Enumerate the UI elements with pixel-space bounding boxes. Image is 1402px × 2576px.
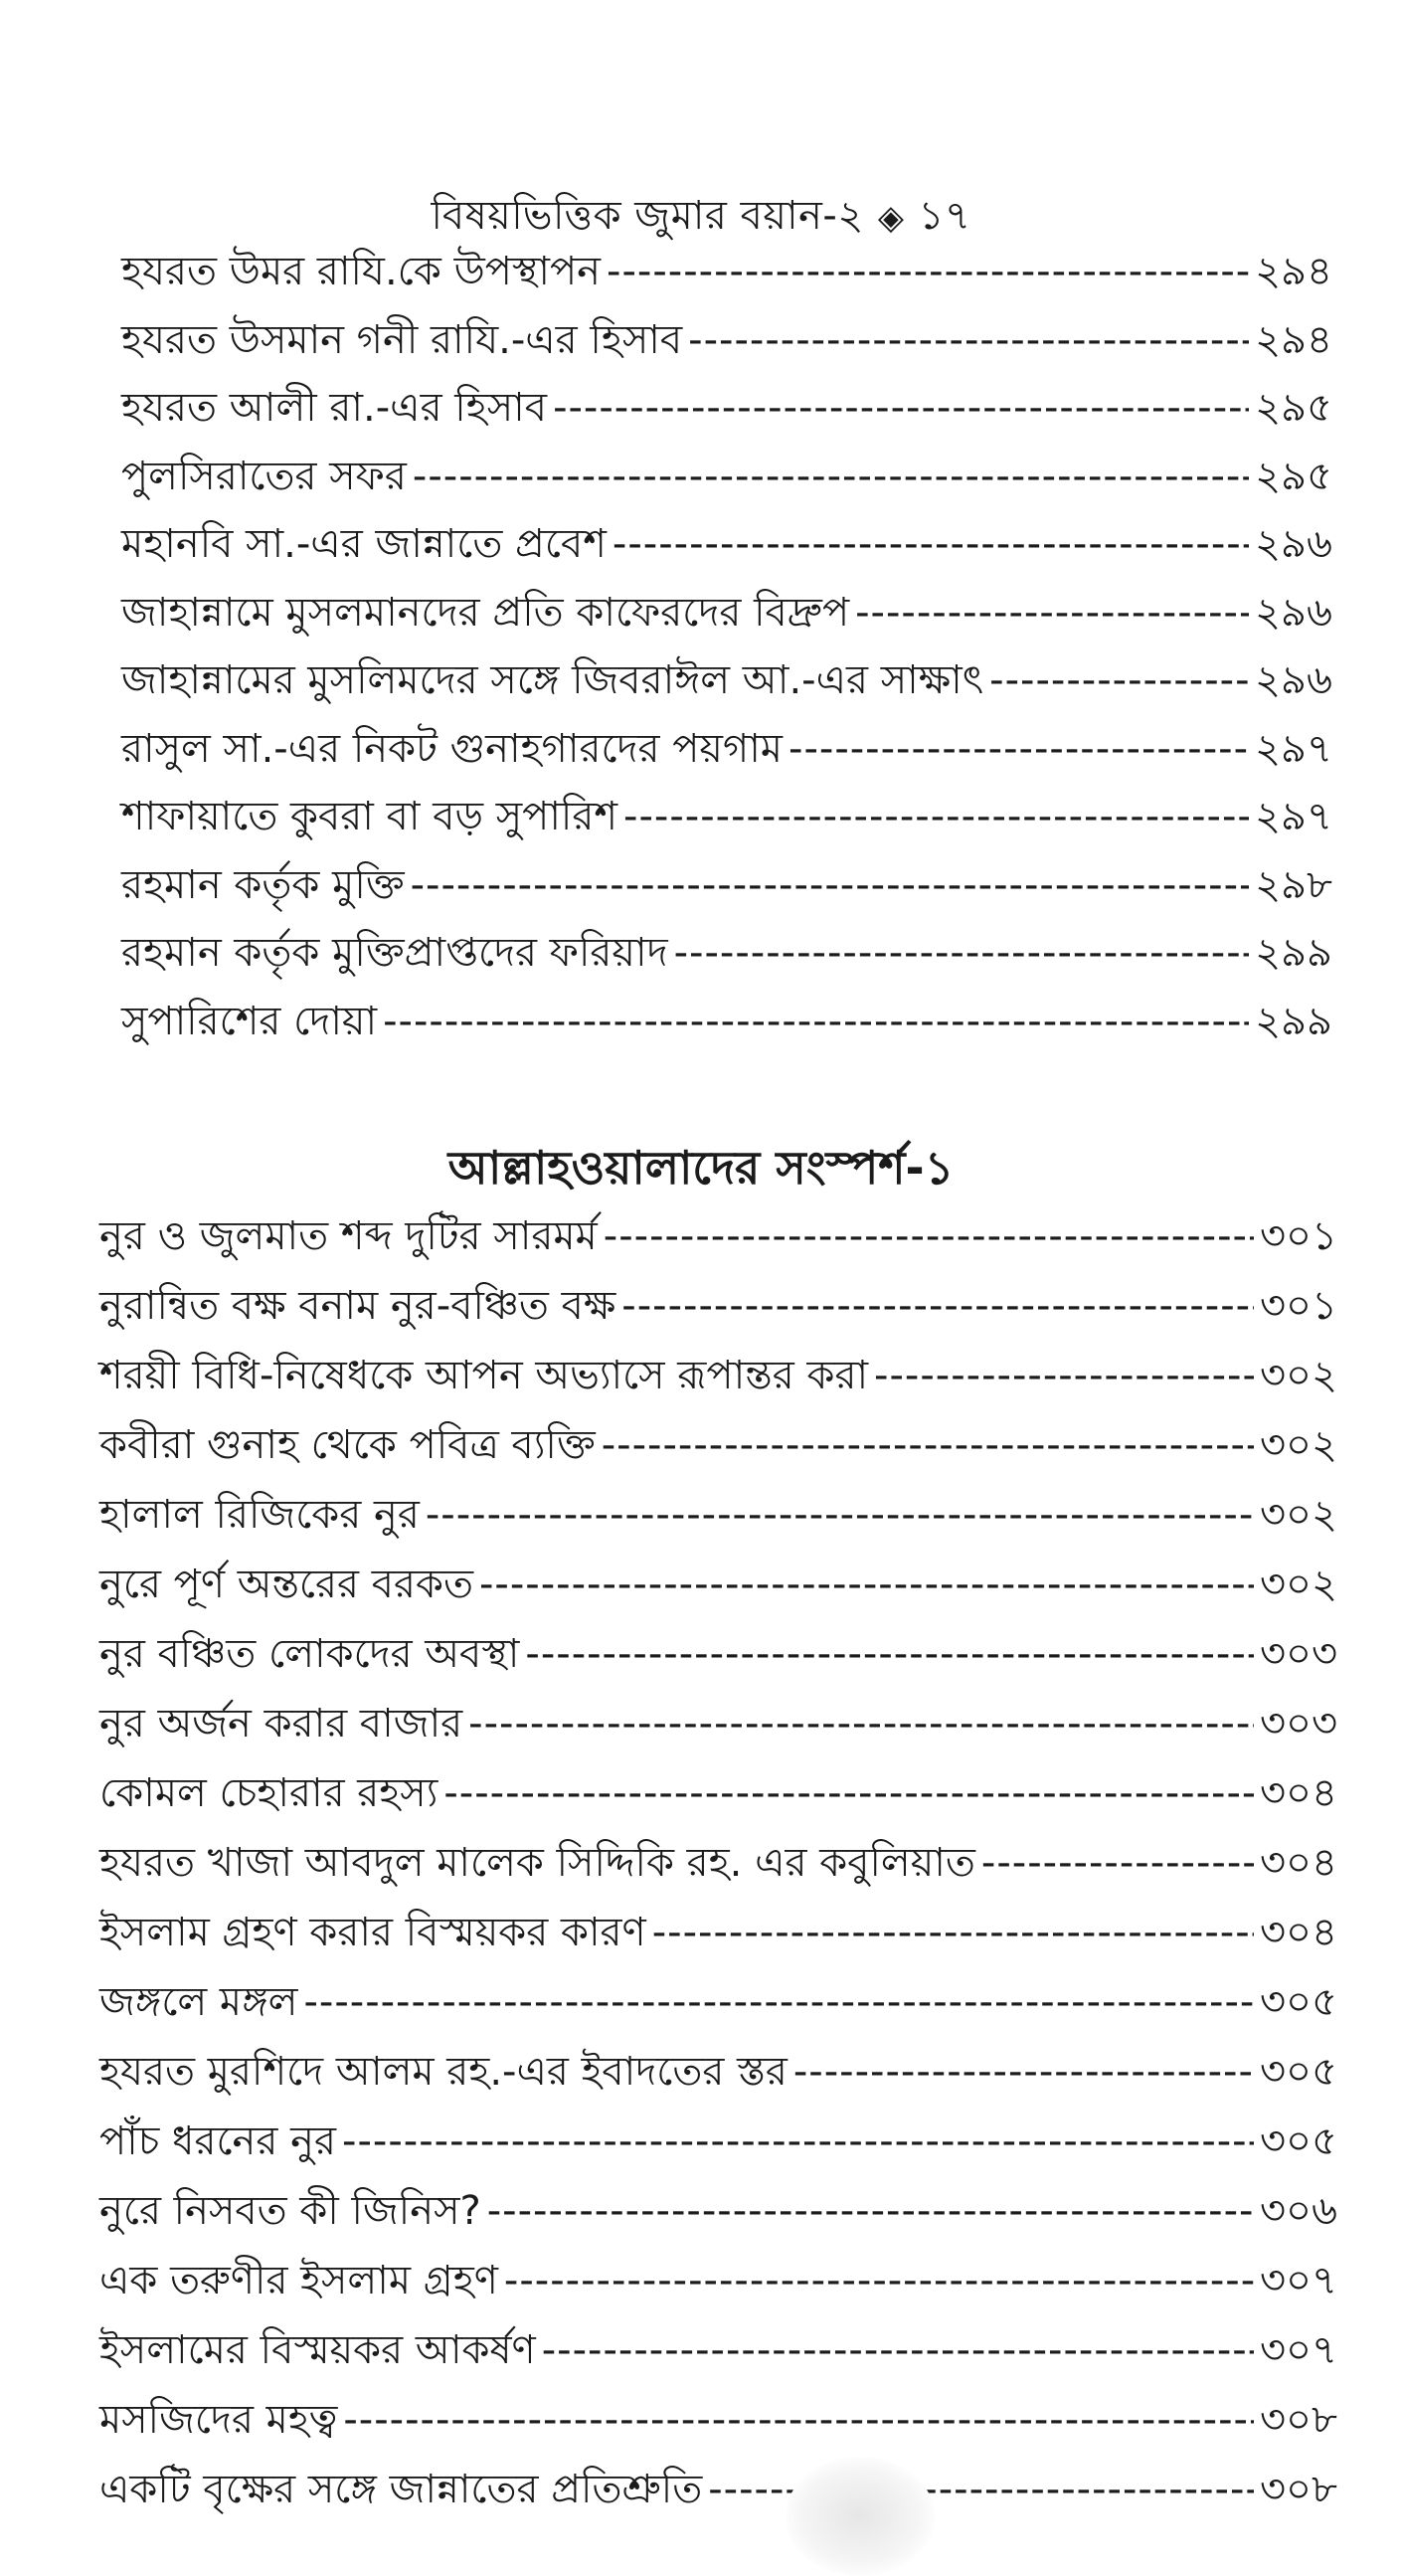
dotted-leader: [479, 1562, 1254, 1607]
toc-entry-title: নুরে নিসবত কী জিনিস?: [99, 2188, 481, 2234]
toc-entry-page: ৩০৭: [1259, 2327, 1337, 2373]
toc-entry: [99, 1910, 1337, 1955]
toc-entry: [99, 1353, 1337, 1398]
toc-entry-page: ২৯৮: [1255, 861, 1332, 908]
toc-entry: [99, 1562, 1337, 1607]
toc-entry: [121, 999, 1332, 1044]
toc-entry: [99, 1770, 1337, 1816]
toc-entry-title: ইসলাম গ্রহণ করার বিস্ময়কর কারণ: [99, 1910, 646, 1955]
toc-entry-title: শরয়ী বিধি-নিষেধকে আপন অভ্যাসে রূপান্তর করা: [99, 1353, 869, 1398]
finger-shadow: [786, 2457, 935, 2576]
toc-entry: [121, 249, 1332, 294]
toc-entry: [121, 862, 1332, 908]
toc-entry: [121, 726, 1332, 772]
toc-entry-title: সুপারিশের দোয়া: [121, 998, 378, 1044]
dotted-leader: [383, 999, 1249, 1044]
toc-entry-title: জঙ্গলে মঙ্গল: [99, 1979, 298, 2025]
dotted-leader: [504, 2258, 1254, 2303]
dotted-leader: [623, 794, 1249, 839]
toc-entry-title: মসজিদের মহত্ব: [99, 2397, 338, 2443]
dotted-leader: [342, 2118, 1254, 2164]
toc-entry: [99, 1631, 1337, 1677]
header-page-number: ১৭: [918, 193, 971, 239]
dotted-leader: [602, 1422, 1254, 1468]
toc-entry-page: ৩০৩: [1259, 1701, 1337, 1747]
toc-entry-title: হযরত খাজা আবদুল মালেক সিদ্দিকি রহ. এর কবুলিয়াত: [99, 1840, 975, 1886]
toc-entry: [99, 2327, 1337, 2373]
toc-entry-page: ৩০৫: [1260, 2118, 1337, 2164]
toc-entry-title: রহমান কর্তৃক মুক্তি: [121, 861, 405, 908]
toc-entry-title: মহানবি সা.-এর জান্নাতে প্রবেশ: [121, 521, 607, 567]
running-header: [0, 184, 1402, 251]
dotted-leader: [525, 1631, 1254, 1677]
dotted-leader: [487, 2188, 1254, 2234]
toc-entry-title: পুলসিরাতের সফর: [121, 453, 407, 499]
toc-entry-title: একটি বৃক্ষের সঙ্গে জান্নাতের প্রতিশ্রুতি: [99, 2467, 703, 2512]
dotted-leader: [621, 1283, 1254, 1329]
toc-entry: [121, 794, 1332, 839]
toc-entry: [121, 317, 1332, 363]
toc-entry-page: ৩০৫: [1260, 2049, 1337, 2095]
toc-entry: [99, 2258, 1337, 2303]
toc-entry-page: ৩০৪: [1260, 1840, 1337, 1886]
toc-entry-page: ২৯৪: [1255, 249, 1332, 294]
toc-entry-title: নুরান্বিত বক্ষ বনাম নুর-বঞ্চিত বক্ষ: [99, 1283, 616, 1329]
dotted-leader: [688, 317, 1249, 363]
toc-entry-page: ২৯৯: [1255, 998, 1332, 1044]
dotted-leader: [674, 930, 1249, 976]
toc-entry-title: হযরত মুরশিদে আলম রহ.-এর ইবাদতের স্তর: [99, 2049, 788, 2095]
toc-entry-title: ইসলামের বিস্ময়কর আকর্ষণ: [99, 2327, 536, 2373]
toc-entry-page: ২৯৬: [1255, 521, 1332, 567]
dotted-leader: [874, 1353, 1254, 1398]
toc-entry-page: ৩০২: [1259, 1492, 1337, 1538]
toc-entry-page: ৩০৫: [1260, 1979, 1337, 2025]
toc-entry: [99, 1840, 1337, 1886]
dotted-leader: [981, 1840, 1254, 1886]
toc-entry: [99, 2188, 1337, 2234]
dotted-leader: [468, 1701, 1254, 1747]
toc-entry-page: ৩০৭: [1259, 2258, 1337, 2303]
toc-entry-page: ৩০২: [1259, 1562, 1337, 1607]
toc-entry-page: ৩০১: [1260, 1283, 1337, 1329]
dotted-leader: [652, 1910, 1254, 1955]
toc-entry-title: শাফায়াতে কুবরা বা বড় সুপারিশ: [121, 794, 618, 839]
toc-entry-title: হযরত উসমান গনী রাযি.-এর হিসাব: [121, 316, 683, 363]
book-title: বিষয়ভিত্তিক জুমার বয়ান-২: [431, 193, 864, 239]
toc-entry: [99, 1701, 1337, 1747]
toc-entry-title: হযরত উমর রাযি.কে উপস্থাপন: [121, 249, 602, 294]
toc-entry: [121, 385, 1332, 431]
toc-entry-page: ২৯৬: [1255, 589, 1332, 636]
dotted-leader: [426, 1492, 1254, 1538]
toc-entry-page: ৩০৪: [1260, 1770, 1337, 1816]
toc-entry-title: জাহান্নামে মুসলমানদের প্রতি কাফেরদের বিদ্রুপ: [121, 589, 850, 636]
toc-entry: [121, 590, 1332, 636]
toc-entry: [99, 2397, 1337, 2443]
toc-entry: [99, 1492, 1337, 1538]
toc-entry: [99, 2049, 1337, 2095]
toc-entry-title: হযরত আলী রা.-এর হিসাব: [121, 385, 548, 431]
toc-entry-page: ২৯৫: [1255, 453, 1332, 499]
toc-entry-page: ৩০৬: [1259, 2188, 1337, 2234]
toc-entry-page: ২৯৯: [1255, 930, 1332, 976]
dotted-leader: [607, 249, 1249, 294]
toc-entry-title: হালাল রিজিকের নুর: [99, 1492, 420, 1538]
dotted-leader: [443, 1770, 1254, 1816]
dotted-leader: [343, 2397, 1254, 2443]
toc-entry-title: নুর অর্জন করার বাজার: [99, 1701, 463, 1747]
toc-entry-page: ২৯৪: [1255, 316, 1332, 363]
toc-entry: [121, 454, 1332, 499]
toc-entry-title: নুর বঞ্চিত লোকদের অবস্থা: [99, 1631, 520, 1677]
toc-entry-title: কোমল চেহারার রহস্য: [99, 1770, 438, 1816]
toc-entry-page: ৩০১: [1260, 1213, 1337, 1259]
section-title: আল্লাহওয়ালাদের সংস্পর্শ-১: [447, 1141, 955, 1195]
toc-entry-title: রাসুল সা.-এর নিকট গুনাহগারদের পয়গাম: [121, 725, 784, 772]
toc-entry-title: নুরে পূর্ণ অন্তরের বরকত: [99, 1562, 473, 1607]
toc-entry: [121, 657, 1332, 703]
toc-entry-page: ৩০২: [1259, 1353, 1337, 1398]
dotted-leader: [989, 657, 1249, 703]
toc-entry: [121, 521, 1332, 567]
dotted-leader: [303, 1979, 1254, 2025]
toc-entry-title: রহমান কর্তৃক মুক্তিপ্রাপ্তদের ফরিয়াদ: [121, 930, 668, 976]
toc-entry-title: পাঁচ ধরনের নুর: [99, 2118, 337, 2164]
toc-entry-page: ৩০৩: [1259, 1631, 1337, 1677]
toc-entry-page: ৩০৮: [1260, 2397, 1337, 2443]
dotted-leader: [411, 862, 1249, 908]
dotted-leader: [613, 521, 1249, 567]
dotted-leader: [604, 1213, 1254, 1259]
toc-entry: [99, 1422, 1337, 1468]
toc-entry-title: কবীরা গুনাহ থেকে পবিত্র ব্যক্তি: [99, 1422, 596, 1468]
toc-entry-title: জাহান্নামের মুসলিমদের সঙ্গে জিবরাঈল আ.-এর সাক্ষাৎ: [121, 657, 984, 703]
toc-entry: [99, 1979, 1337, 2025]
dotted-leader: [855, 590, 1249, 636]
toc-entry: [99, 2118, 1337, 2164]
toc-entry-page: ৩০৪: [1260, 1910, 1337, 1955]
toc-entry-title: এক তরুণীর ইসলাম গ্রহণ: [99, 2258, 498, 2303]
dotted-leader: [542, 2327, 1254, 2373]
dotted-leader: [793, 2049, 1254, 2095]
toc-entry: [99, 2467, 1337, 2512]
toc-entry-page: ৩০২: [1259, 1422, 1337, 1468]
dotted-leader: [413, 454, 1249, 499]
diamond-icon: ◈: [877, 198, 905, 238]
toc-entry: [99, 1283, 1337, 1329]
toc-entry-page: ২৯৫: [1255, 385, 1332, 431]
dotted-leader: [553, 385, 1249, 431]
toc-entry-page: ২৯৭: [1255, 725, 1332, 772]
toc-entry-title: নুর ও জুলমাত শব্দ দুটির সারমর্ম: [99, 1213, 598, 1259]
toc-entry: [99, 1213, 1337, 1259]
toc-entry-page: ২৯৭: [1255, 794, 1332, 839]
toc-entry-page: ৩০৮: [1260, 2467, 1337, 2512]
dotted-leader: [789, 726, 1249, 772]
toc-entry: [121, 930, 1332, 976]
toc-entry-page: ২৯৬: [1255, 657, 1332, 703]
